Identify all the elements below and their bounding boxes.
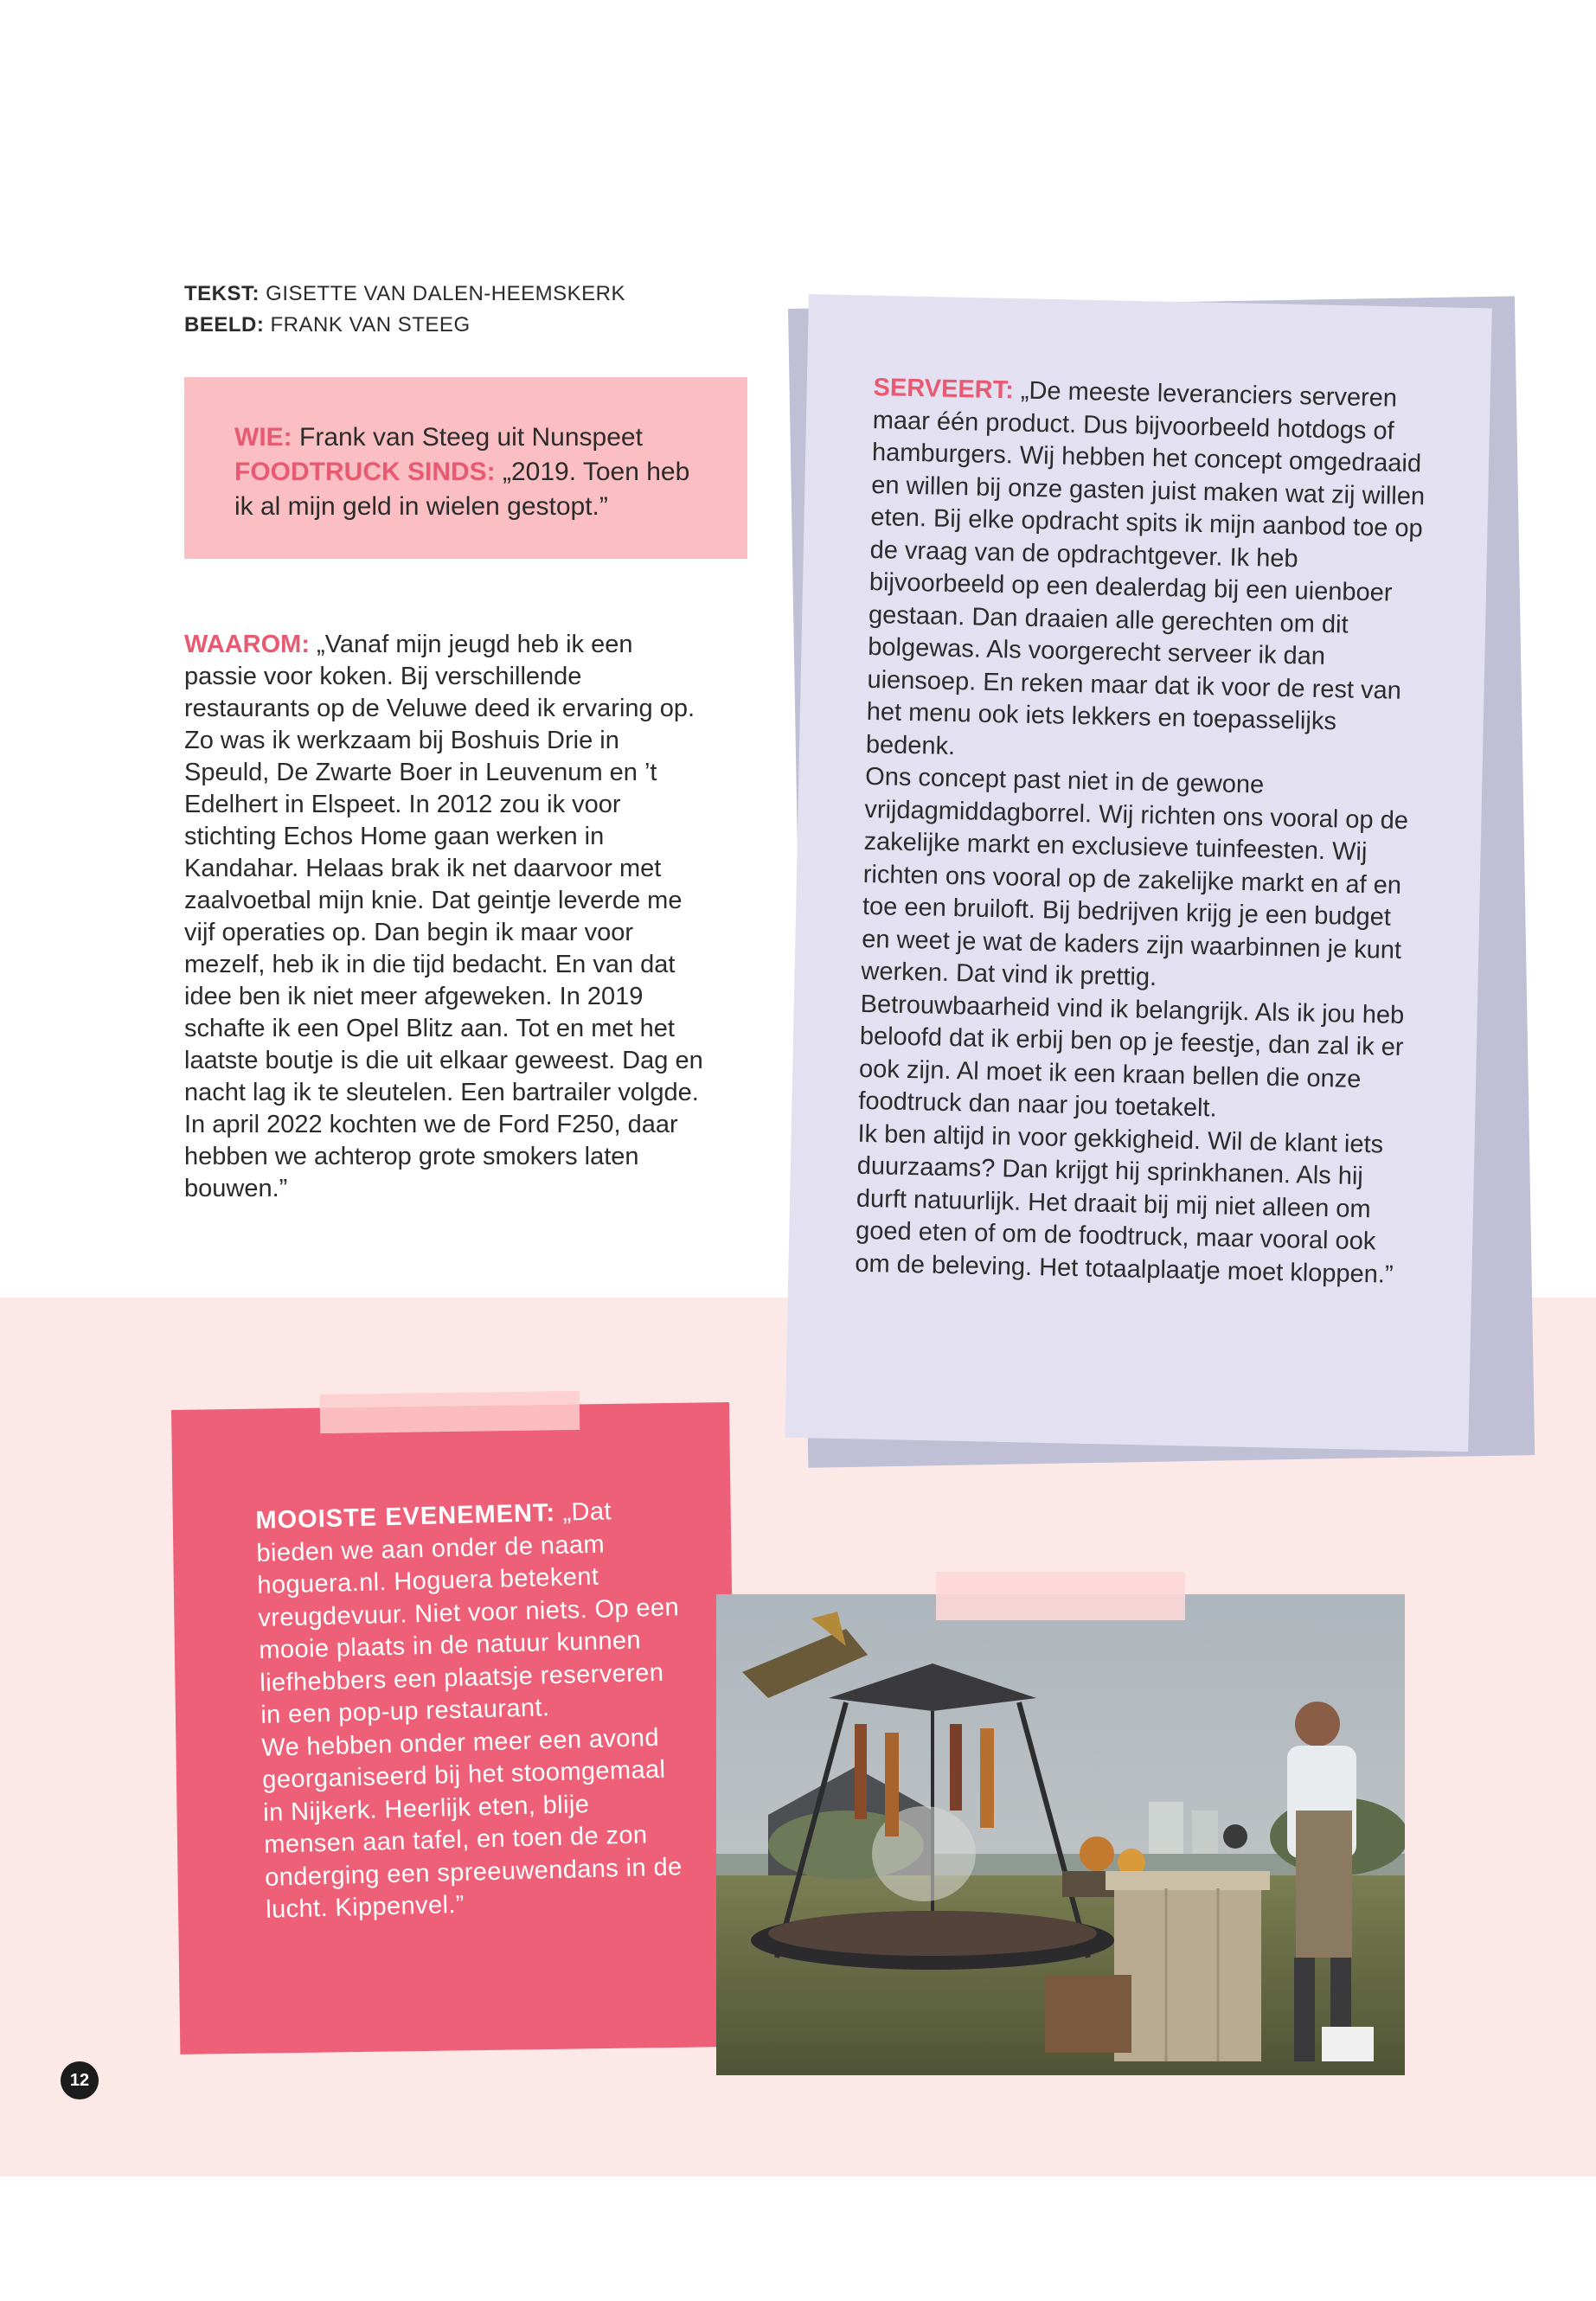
tape-strip	[936, 1572, 1185, 1620]
serveert-text-1: „De meeste leveranciers serveren maar één product. Dus bijvoorbeeld hotdogs of hamburgers. Wij hebben het concept omgedraaid en willen bij onze gasten juist maken wat zij willen eten. Bij elke opdracht spits ik mijn aanbod toe op de vraag van de opdrachtgever. Ik heb bijvoorbeeld op een dealerdag bij een uienboer gestaan. Dan draaien alle gerechten om dit bolgewas. Als voorgerecht serveer ik dan uiensoep. En reken maar dat ik voor de rest van het menu ook iets lekkers en toepasselijks bedenk.	[865, 376, 1426, 760]
waarom-label: WAAROM:	[184, 631, 310, 658]
waarom-text: „Vanaf mijn jeugd heb ik een passie voor koken. Bij verschillende restaurants op de Veluwe deed ik ervaring op. Zo was ik werkzaam bij Boshuis Drie in Speuld, De Zwarte Boer in Leuvenum en ’t Edelhert in Elspeet. In 2012 zou ik voor stichting Echos Home gaan werken in Kandahar. Helaas brak ik net daarvoor met zaalvoetbal mijn knie. Dat geintje leverde me vijf operaties op. Dan begin ik maar voor mezelf, heb ik in die tijd bedacht. En van dat idee ben ik niet meer afgeweken. In 2019 schafte ik een Opel Blitz aan. Tot en met het laatste boutje is die uit elkaar geweest. Dag en nacht lag ik te sleutelen. Een bartrailer volgde. In april 2022 kochten we de Ford F250, daar hebben we achterop grote smokers laten bouwen.”	[184, 631, 703, 1202]
info-box	[184, 377, 747, 559]
serveert-label: SERVEERT:	[873, 373, 1015, 405]
event-paragraph-1	[255, 1494, 685, 1732]
serveert-paragraph-4: Ik ben altijd in voor gekkigheid. Wil de klant iets duurzaams? Dan krijgt hij sprinkhanen. Als hij durft natuurlijk. Het draait bij mij niet alleen om goed eten of om de foodtruck, maar vooral ook om de beleving. Het totaalplaatje moet kloppen.”	[855, 1119, 1394, 1289]
credit-image-line	[184, 310, 625, 341]
page-number-badge: 12	[61, 2061, 99, 2099]
serveert-paragraph-3: Betrouwbaarheid vind ik belangrijk. Als ik jou heb beloofd dat ik erbij ben op je feestje, dan zal ik er ook zijn. Al moet ik een kraan bellen die onze foodtruck dan naar jou toetakelt.	[858, 990, 1405, 1123]
tape-strip	[320, 1391, 580, 1433]
serveert-paragraph-2: Ons concept past niet in de gewone vrijdagmiddagborrel. Wij richten ons vooral op de zakelijke markt en exclusieve tuinfeesten. Wij richten ons vooral op de zakelijke markt en af en toe een bruiloft. Bij bedrijven krijg je een budget en weet je wat de kaders zijn waarbinnen je kunt werken. Dat vind ik prettig.	[861, 762, 1409, 992]
event-label: MOOISTE EVENEMENT:	[255, 1498, 556, 1535]
event-photo	[716, 1594, 1405, 2075]
credits	[184, 279, 625, 341]
wie-label: WIE:	[234, 423, 292, 452]
credit-text-line	[184, 279, 625, 310]
since-value: „2019. Toen heb ik al mijn geld in wielen gestopt.”	[234, 458, 690, 521]
serveert-section	[855, 372, 1427, 1292]
credit-text-value: GISETTE VAN DALEN-HEEMSKERK	[266, 282, 625, 305]
event-text-1: „Dat bieden we aan onder de naam hoguera.nl. Hoguera betekent vreugdevuur. Niet voor niets. Op een mooie plaats in de natuur kunnen liefhebbers een plaatsje reserveren in een pop-up restaurant.	[256, 1497, 680, 1729]
since-label: FOODTRUCK SINDS:	[234, 458, 496, 486]
serveert-paragraph-1	[866, 372, 1427, 772]
wie-value: Frank van Steeg uit Nunspeet	[299, 423, 643, 452]
event-paragraph-2: We hebben onder meer een avond georganiseerd bij het stoomgemaal in Nijkerk. Heerlijk eten, blije mensen aan tafel, en toen de zon onderging een spreeuwendans in de lucht. Kippenvel.”	[260, 1723, 683, 1924]
credit-text-label: TEKST:	[184, 282, 260, 305]
waarom-paragraph	[184, 629, 703, 1205]
fire-pit-scene-illustration	[716, 1594, 1405, 2075]
waarom-section	[184, 629, 703, 1205]
credit-image-value: FRANK VAN STEEG	[270, 313, 471, 336]
event-section	[255, 1494, 690, 1926]
credit-image-label: BEELD:	[184, 313, 265, 336]
